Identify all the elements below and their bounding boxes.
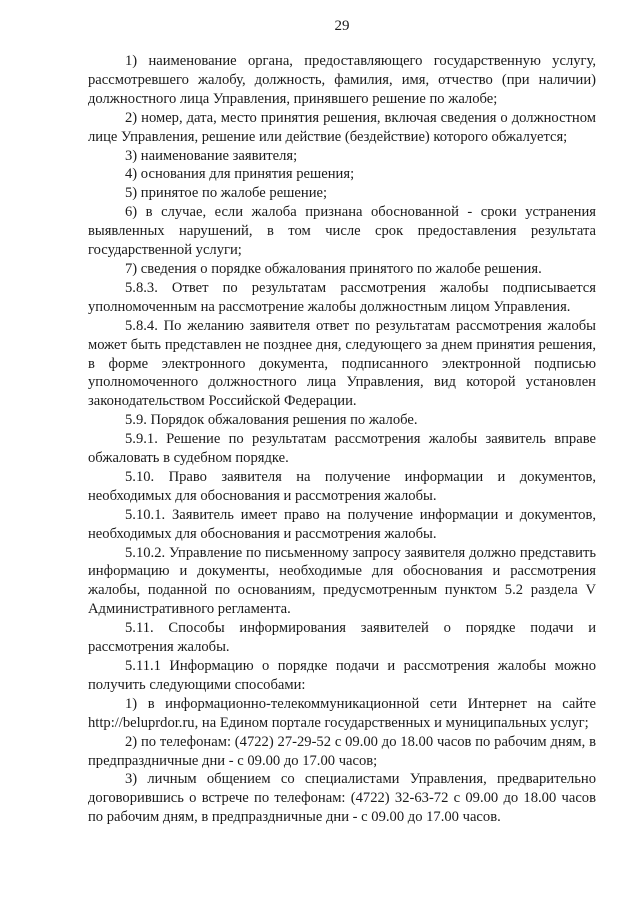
paragraph-8: 5.8.3. Ответ по результатам рассмотрения жалобы подписывается уполномоченным на рассмотрение жалобы должностным лицом Управления. — [88, 279, 596, 315]
page-number: 29 — [334, 18, 350, 34]
document-body — [88, 52, 596, 827]
paragraph-4: 4) основания для принятия решения; — [125, 166, 355, 183]
paragraph-14: 5.10.2. Управление по письменному запросу заявителя должно представить информацию и документы, необходимые для обоснования и рассмотрения жалобы, поданной по основаниям, предусмотренным пунктом 5.2 раздела V Административного регламента. — [88, 544, 596, 618]
paragraph-3: 3) наименование заявителя; — [125, 147, 298, 164]
paragraph-10: 5.9. Порядок обжалования решения по жалобе. — [125, 412, 418, 429]
paragraph-7: 7) сведения о порядке обжалования принятого по жалобе решения. — [125, 260, 542, 277]
paragraph-1: 1) наименование органа, предоставляющего государственную услугу, рассмотревшего жалобу, должность, фамилия, имя, отчество (при наличии) должностного лица Управления, принявшего решение по жалобе; — [88, 53, 596, 107]
document-page — [88, 16, 596, 827]
paragraph-11: 5.9.1. Решение по результатам рассмотрения жалобы заявитель вправе обжаловать в судебном порядке. — [88, 431, 596, 467]
paragraph-5: 5) принятое по жалобе решение; — [125, 185, 328, 202]
paragraph-17: 1) в информационно-телекоммуникационной сети Интернет на сайте http://beluprdor.ru, на Едином портале государственных и муниципальных услуг; — [88, 695, 596, 731]
paragraph-18: 2) по телефонам: (4722) 27-29-52 с 09.00 до 18.00 часов по рабочим дням, в предпраздничные дни - с 09.00 до 17.00 часов; — [88, 733, 596, 769]
paragraph-9: 5.8.4. По желанию заявителя ответ по результатам рассмотрения жалобы может быть представлен не позднее дня, следующего за днем принятия решения, в форме электронного документа, подписанного электронной подписью уполномоченного должностного лица Управления, вид которой установлен законодательством Российской Федерации. — [88, 317, 596, 410]
paragraph-12: 5.10. Право заявителя на получение информации и документов, необходимых для обоснования и рассмотрения жалобы. — [88, 468, 596, 504]
paragraph-13: 5.10.1. Заявитель имеет право на получение информации и документов, необходимых для обоснования и рассмотрения жалобы. — [88, 506, 596, 542]
paragraph-2: 2) номер, дата, место принятия решения, включая сведения о должностном лице Управления, решение или действие (бездействие) которого обжалуется; — [88, 109, 596, 145]
paragraph-6: 6) в случае, если жалоба признана обоснованной - сроки устранения выявленных нарушений, в том числе срок предоставления результата государственной услуги; — [88, 204, 596, 259]
paragraph-19: 3) личным общением со специалистами Управления, предварительно договорившись о встрече по телефонам: (4722) 32-63-72 с 09.00 до 18.00 часов по рабочим дням, в предпраздничные дни - с 09.00 до 17.00 часов. — [88, 771, 596, 826]
paragraph-16: 5.11.1 Информацию о порядке подачи и рассмотрения жалобы можно получить следующими способами: — [88, 658, 596, 693]
paragraph-15: 5.11. Способы информирования заявителей о порядке подачи и рассмотрения жалобы. — [88, 620, 596, 656]
